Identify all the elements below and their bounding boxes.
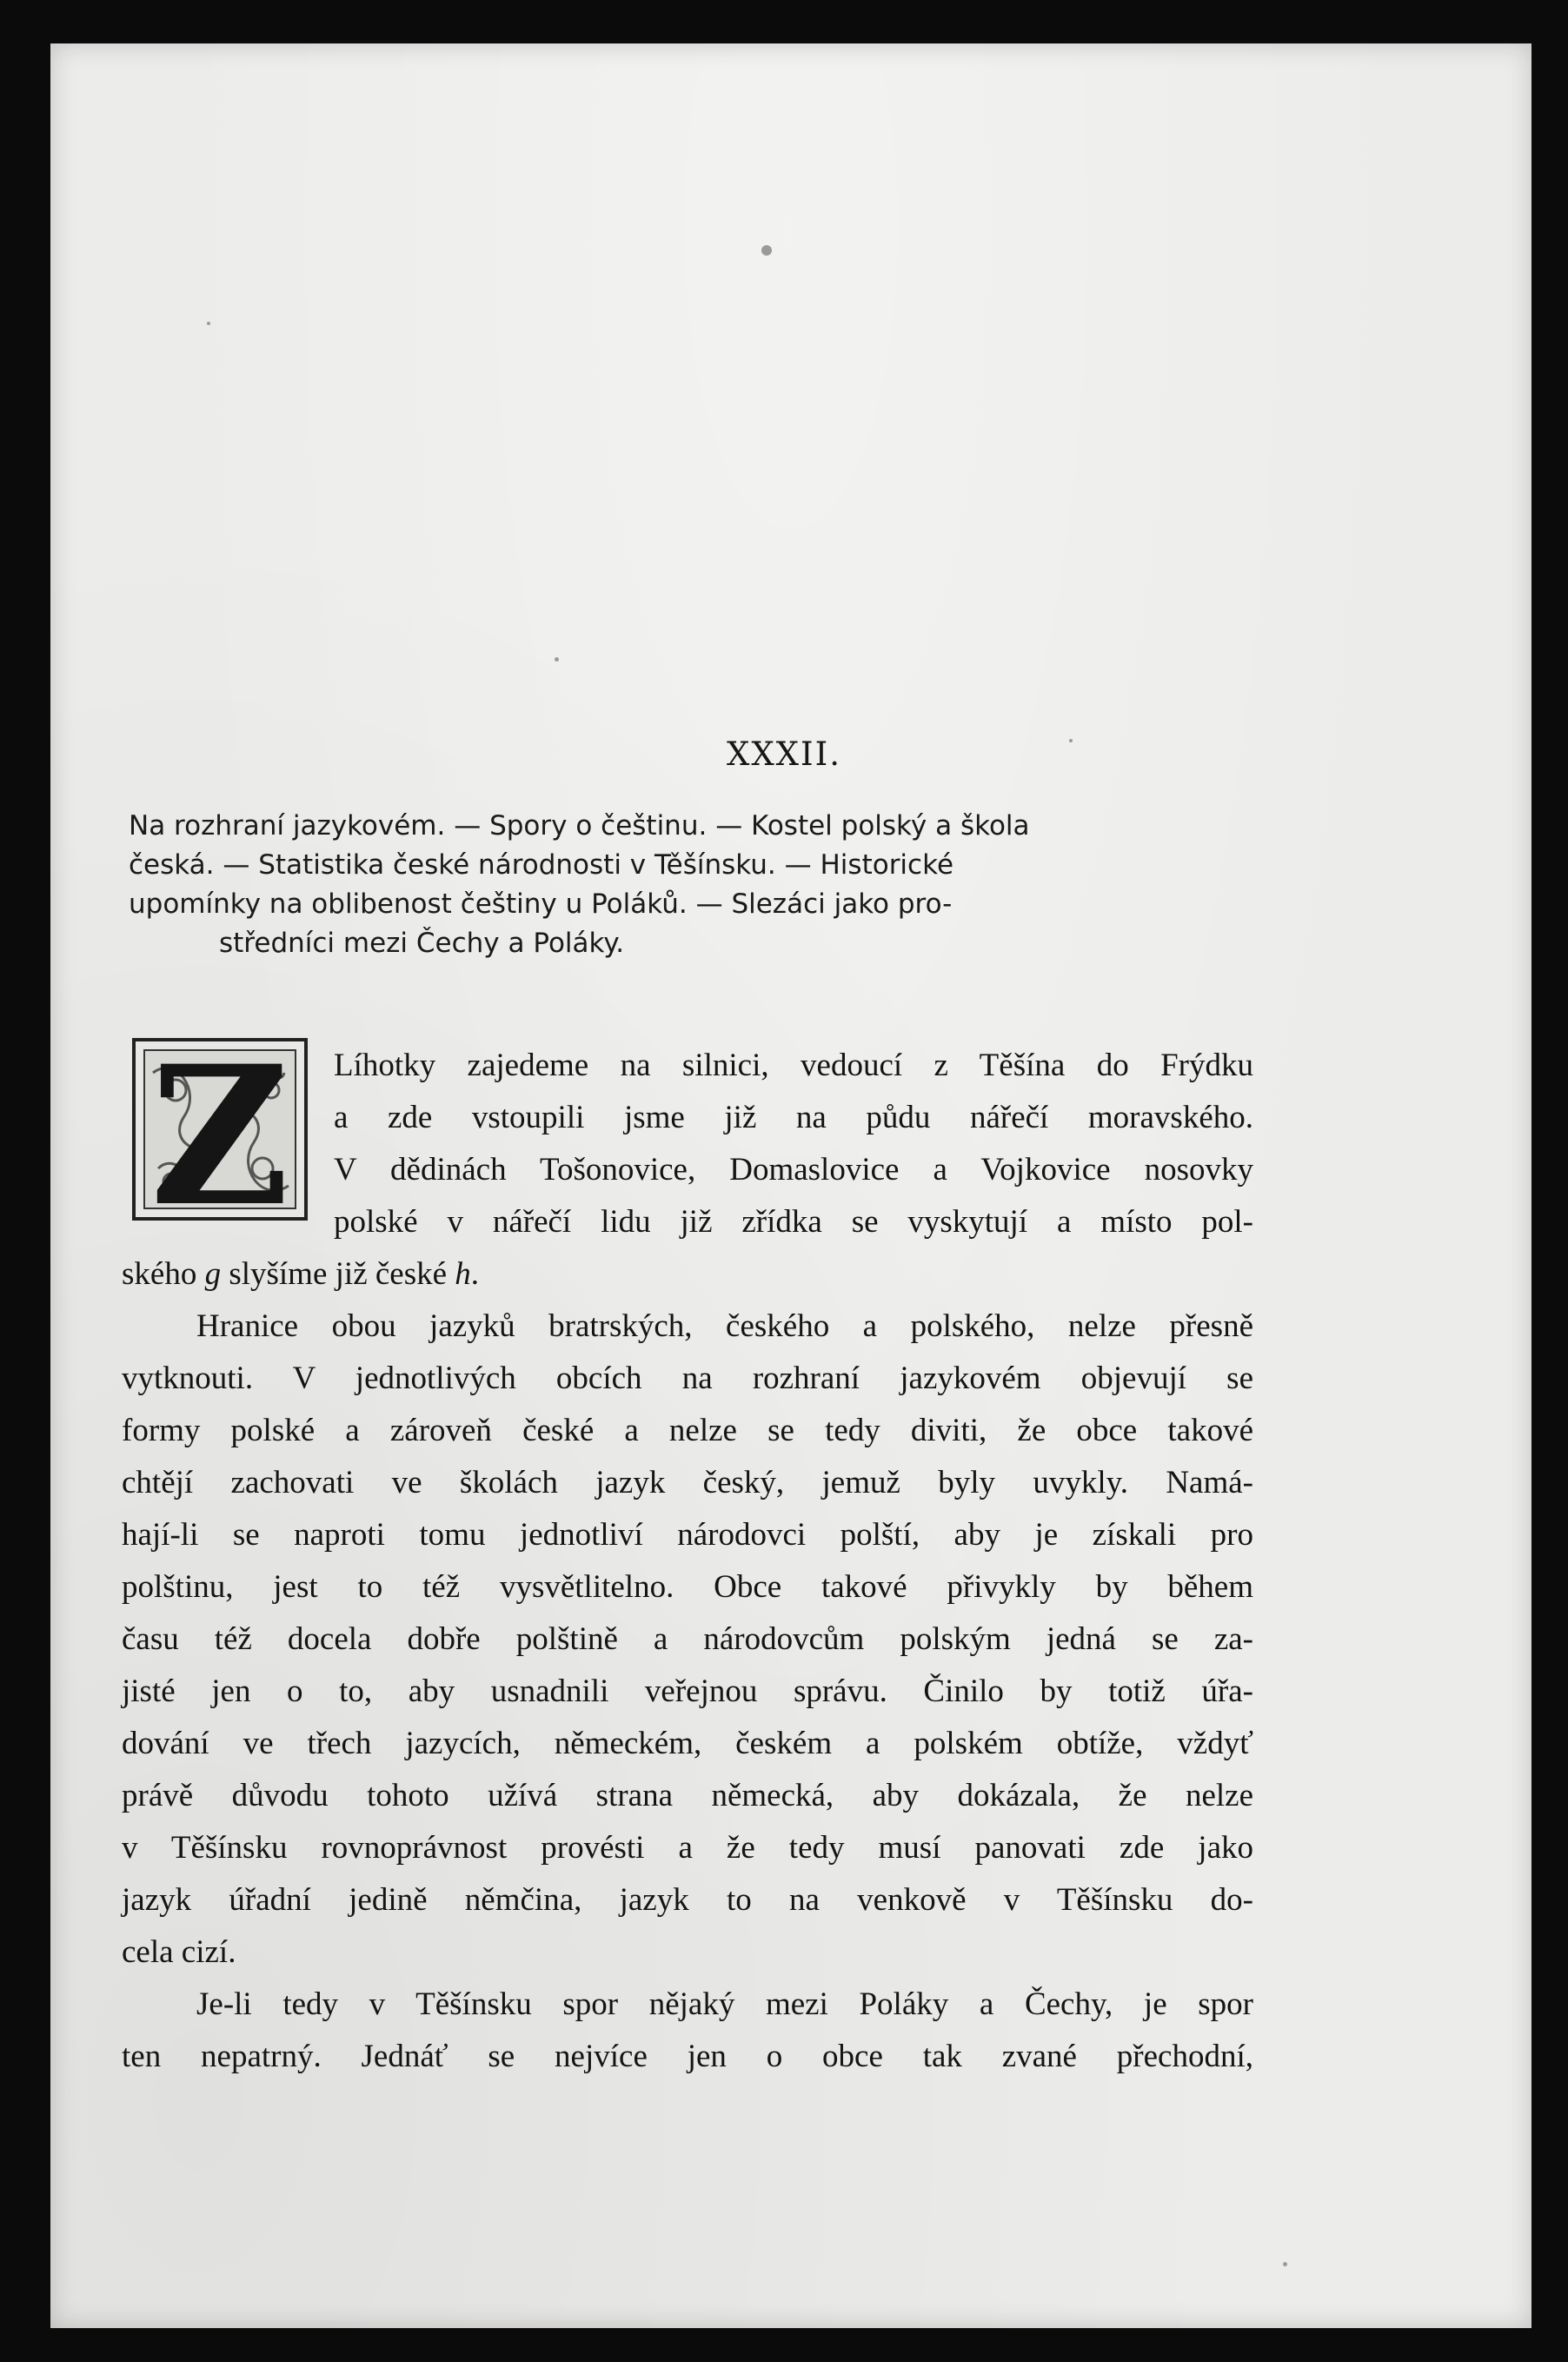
paper-speck <box>207 322 210 325</box>
text-line: dování ve třech jazycích, německém, českém a polském obtíže, vždyť <box>122 1726 1253 1761</box>
summary-line: česká. — Statistika české národnosti v Těšínsku. — Historické <box>129 849 954 881</box>
chapter-summary <box>129 807 1250 963</box>
text-line: formy polské a zároveň české a nelze se tedy diviti, že obce takové <box>122 1413 1253 1448</box>
summary-line: upomínky na oblibenost češtiny u Poláků. — Slezáci jako pro- <box>129 888 953 920</box>
paper-speck <box>761 245 772 256</box>
chapter-number: XXXII. <box>726 735 841 773</box>
text-line: právě důvodu tohoto užívá strana německá, aby dokázala, že nelze <box>122 1778 1253 1813</box>
summary-line: středníci mezi Čechy a Poláky. <box>219 928 625 959</box>
text-line: hají-li se naproti tomu jednotliví národovci polští, aby je získali pro <box>122 1517 1253 1553</box>
text-line: Hranice obou jazyků bratrských, českého a polského, nelze přesně <box>196 1308 1253 1344</box>
paper-speck <box>1283 2262 1287 2266</box>
body-text <box>122 1040 1253 2083</box>
text-line: Je-li tedy v Těšínsku spor nějaký mezi Poláky a Čechy, je spor <box>196 1986 1253 2022</box>
text-line: cela cizí. <box>122 1934 236 1970</box>
text-line: Líhotky zajedeme na silnici, vedoucí z Těšína do Frýdku <box>334 1048 1253 1083</box>
text-line: jisté jen o to, aby usnadnili veřejnou správu. Činilo by totiž úřa- <box>122 1673 1253 1709</box>
summary-line: Na rozhraní jazykovém. — Spory o češtinu. — Kostel polský a škola <box>129 810 1030 842</box>
text-line: chtějí zachovati ve školách jazyk český, jemuž byly uvykly. Namá- <box>122 1465 1253 1500</box>
initial-letter: Z <box>149 1038 290 1222</box>
italic-letter: h <box>455 1256 471 1292</box>
text-line: a zde vstoupili jsme již na půdu nářečí moravského. <box>334 1100 1253 1135</box>
text-fragment: slyšíme již české <box>221 1256 455 1292</box>
text-line: polské v nářečí lidu již zřídka se vyskytují a místo pol- <box>334 1204 1253 1240</box>
text-line: polštinu, jest to též vysvětlitelno. Obce takové přivykly by během <box>122 1569 1253 1605</box>
text-line: jazyk úřadní jedině němčina, jazyk to na venkově v Těšínsku do- <box>122 1882 1253 1918</box>
text-line: v Těšínsku rovnoprávnost provésti a že tedy musí panovati zde jako <box>122 1830 1253 1866</box>
text-line: V dědinách Tošonovice, Domaslovice a Vojkovice nosovky <box>334 1152 1253 1188</box>
italic-letter: g <box>204 1256 222 1292</box>
text-line: času též docela dobře polštině a národovcům polským jedná se za- <box>122 1621 1253 1657</box>
text-fragment: ského <box>122 1256 205 1292</box>
paper-speck <box>555 657 559 662</box>
text-line: ten nepatrný. Jednáť se nejvíce jen o obce tak zvané přechodní, <box>122 2039 1253 2074</box>
text-line: vytknouti. V jednotlivých obcích na rozhraní jazykovém objevují se <box>122 1361 1253 1396</box>
text-line <box>122 1248 1253 1301</box>
text-fragment: . <box>470 1256 480 1292</box>
